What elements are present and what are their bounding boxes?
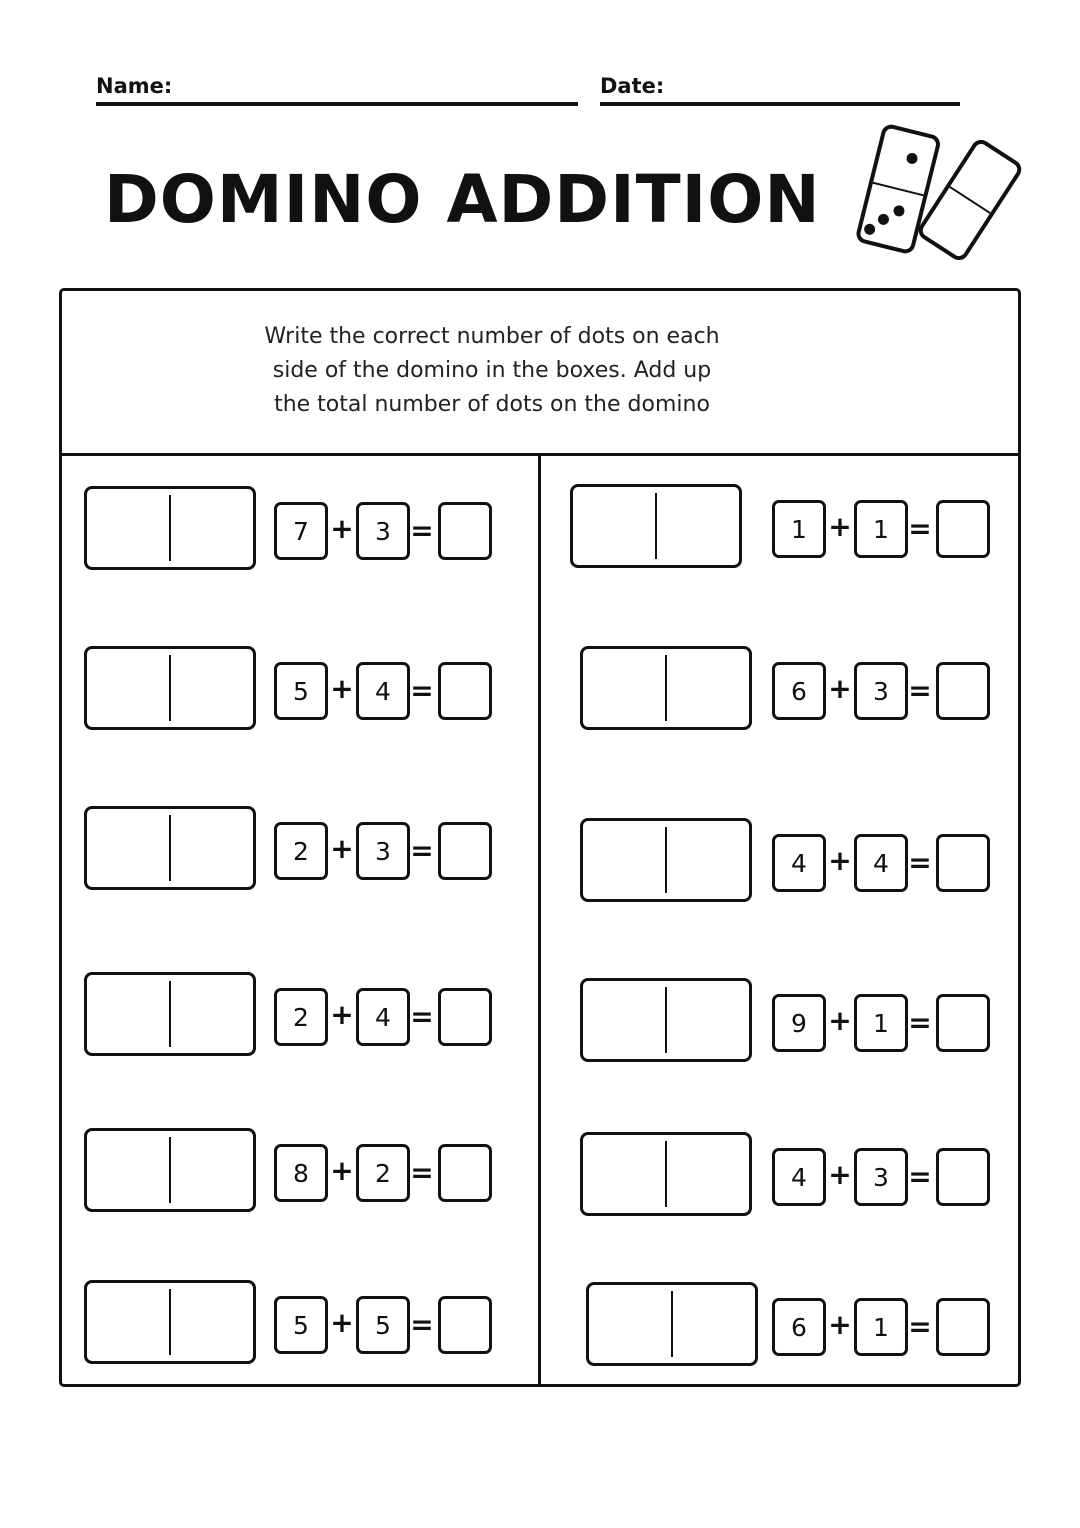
answer-box[interactable] bbox=[438, 662, 492, 720]
problem-row bbox=[84, 1280, 524, 1370]
plus-sign: + bbox=[330, 672, 354, 705]
addend-box: 2 bbox=[274, 988, 328, 1046]
plus-sign: + bbox=[330, 998, 354, 1031]
addend-box: 4 bbox=[356, 662, 410, 720]
problem-row bbox=[586, 1282, 1026, 1372]
addend-box: 3 bbox=[356, 822, 410, 880]
domino-divider bbox=[169, 1289, 171, 1355]
equals-sign: = bbox=[908, 846, 932, 879]
answer-box[interactable] bbox=[936, 994, 990, 1052]
plus-sign: + bbox=[828, 1158, 852, 1191]
domino-divider bbox=[665, 827, 667, 893]
problem-row bbox=[580, 978, 1020, 1068]
answer-box[interactable] bbox=[438, 1296, 492, 1354]
name-line[interactable] bbox=[96, 102, 578, 106]
domino-outline[interactable] bbox=[580, 646, 752, 730]
instructions-line: Write the correct number of dots on each bbox=[264, 324, 720, 349]
addend-box: 5 bbox=[274, 1296, 328, 1354]
problem-row bbox=[580, 1132, 1020, 1222]
addend-box: 6 bbox=[772, 662, 826, 720]
equals-sign: = bbox=[410, 514, 434, 547]
domino-divider bbox=[169, 815, 171, 881]
domino-outline[interactable] bbox=[580, 1132, 752, 1216]
equals-sign: = bbox=[908, 674, 932, 707]
plus-sign: + bbox=[330, 832, 354, 865]
domino-divider bbox=[169, 495, 171, 561]
problem-row bbox=[580, 818, 1020, 908]
addend-box: 3 bbox=[854, 1148, 908, 1206]
domino-outline[interactable] bbox=[84, 1280, 256, 1364]
domino-outline[interactable] bbox=[84, 972, 256, 1056]
addend-box: 4 bbox=[772, 834, 826, 892]
answer-box[interactable] bbox=[936, 500, 990, 558]
instructions-line: side of the domino in the boxes. Add up bbox=[272, 358, 712, 383]
instructions-line: the total number of dots on the domino bbox=[274, 392, 710, 417]
domino-outline[interactable] bbox=[580, 818, 752, 902]
addend-box: 3 bbox=[356, 502, 410, 560]
plus-sign: + bbox=[330, 512, 354, 545]
addend-box: 1 bbox=[854, 500, 908, 558]
domino-divider bbox=[169, 981, 171, 1047]
domino-outline[interactable] bbox=[84, 486, 256, 570]
addend-box: 4 bbox=[772, 1148, 826, 1206]
plus-sign: + bbox=[828, 510, 852, 543]
name-label: Name: bbox=[96, 74, 173, 98]
domino-outline[interactable] bbox=[84, 806, 256, 890]
answer-box[interactable] bbox=[936, 662, 990, 720]
domino-outline[interactable] bbox=[580, 978, 752, 1062]
problem-row bbox=[570, 484, 1010, 574]
answer-box[interactable] bbox=[438, 1144, 492, 1202]
equals-sign: = bbox=[410, 674, 434, 707]
problem-row bbox=[580, 646, 1020, 736]
date-label: Date: bbox=[600, 74, 665, 98]
domino-outline[interactable] bbox=[84, 1128, 256, 1212]
equals-sign: = bbox=[410, 834, 434, 867]
domino-divider bbox=[665, 987, 667, 1053]
addend-box: 5 bbox=[274, 662, 328, 720]
domino-outline[interactable] bbox=[570, 484, 742, 568]
equals-sign: = bbox=[410, 1308, 434, 1341]
domino-pair-icon bbox=[848, 118, 1028, 278]
domino-divider bbox=[169, 1137, 171, 1203]
column-divider bbox=[538, 455, 541, 1384]
equals-sign: = bbox=[410, 1156, 434, 1189]
addend-box: 4 bbox=[356, 988, 410, 1046]
addend-box: 6 bbox=[772, 1298, 826, 1356]
plus-sign: + bbox=[828, 1004, 852, 1037]
addend-box: 7 bbox=[274, 502, 328, 560]
equals-sign: = bbox=[908, 1310, 932, 1343]
problem-row bbox=[84, 972, 524, 1062]
plus-sign: + bbox=[330, 1306, 354, 1339]
addend-box: 5 bbox=[356, 1296, 410, 1354]
answer-box[interactable] bbox=[438, 988, 492, 1046]
answer-box[interactable] bbox=[936, 1148, 990, 1206]
answer-box[interactable] bbox=[936, 834, 990, 892]
instructions bbox=[160, 320, 824, 422]
equals-sign: = bbox=[908, 512, 932, 545]
domino-outline[interactable] bbox=[84, 646, 256, 730]
addend-box: 4 bbox=[854, 834, 908, 892]
domino-divider bbox=[655, 493, 657, 559]
addend-box: 1 bbox=[854, 994, 908, 1052]
answer-box[interactable] bbox=[936, 1298, 990, 1356]
addend-box: 2 bbox=[356, 1144, 410, 1202]
domino-divider bbox=[169, 655, 171, 721]
answer-box[interactable] bbox=[438, 822, 492, 880]
problem-row bbox=[84, 646, 524, 736]
addend-box: 1 bbox=[772, 500, 826, 558]
plus-sign: + bbox=[828, 672, 852, 705]
plus-sign: + bbox=[330, 1154, 354, 1187]
addend-box: 3 bbox=[854, 662, 908, 720]
problem-row bbox=[84, 1128, 524, 1218]
addend-box: 1 bbox=[854, 1298, 908, 1356]
answer-box[interactable] bbox=[438, 502, 492, 560]
equals-sign: = bbox=[908, 1160, 932, 1193]
domino-divider bbox=[671, 1291, 673, 1357]
problem-row bbox=[84, 486, 524, 576]
addend-box: 8 bbox=[274, 1144, 328, 1202]
problem-row bbox=[84, 806, 524, 896]
plus-sign: + bbox=[828, 1308, 852, 1341]
domino-outline[interactable] bbox=[586, 1282, 758, 1366]
page-title: DOMINO ADDITION bbox=[104, 161, 821, 238]
addend-box: 2 bbox=[274, 822, 328, 880]
date-line[interactable] bbox=[600, 102, 960, 106]
plus-sign: + bbox=[828, 844, 852, 877]
equals-sign: = bbox=[908, 1006, 932, 1039]
equals-sign: = bbox=[410, 1000, 434, 1033]
addend-box: 9 bbox=[772, 994, 826, 1052]
domino-divider bbox=[665, 1141, 667, 1207]
domino-divider bbox=[665, 655, 667, 721]
